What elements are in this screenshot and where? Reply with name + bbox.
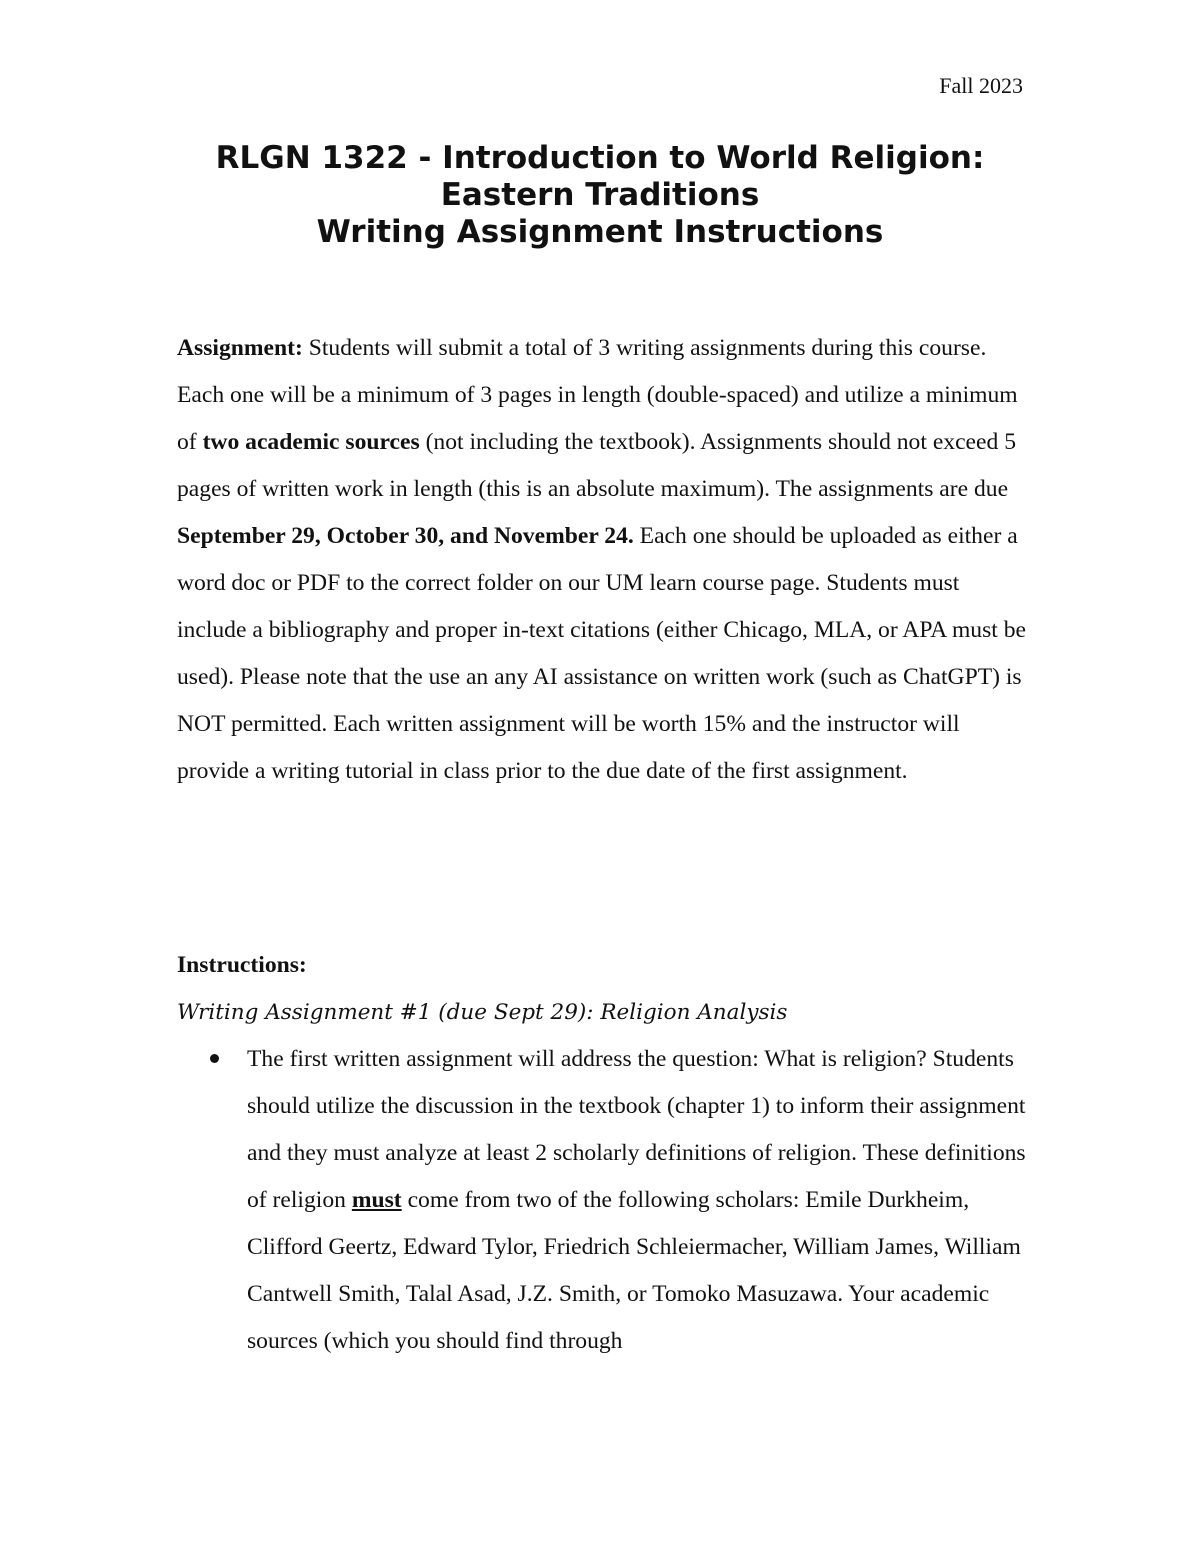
- list-item: [177, 1036, 1037, 1365]
- document-title: [0, 140, 1200, 251]
- bullet-text-1: The first written assignment will address the question: What is religion? Students should utilize the discussion in the textbook (chapter 1) to inform their assignment and they must analyze at least 2 scholarly definitions of religion. These definitions of religion: [247, 1046, 1026, 1213]
- assignment-text-2: (not including the textbook). Assignments should not exceed 5 pages of written work in length (this is an absolute maximum). The assignments are due: [177, 429, 1016, 502]
- assignment-bold-sources: two academic sources: [202, 429, 420, 455]
- assignment-bold-dates: September 29, October 30, and November 24.: [177, 523, 634, 549]
- instructions-bullet-list: [177, 1036, 1037, 1365]
- title-line-2: Eastern Traditions: [440, 177, 760, 213]
- assignment-text-1: Students will submit a total of 3 writing assignments during this course. Each one will be a minimum of 3 pages in length (double-spaced) and utilize a minimum of: [177, 335, 1018, 455]
- bullet-text-2: come from two of the following scholars: Emile Durkheim, Clifford Geertz, Edward Tylor, Friedrich Schleiermacher, William James, William Cantwell Smith, Talal Asad, J.Z. Smith, or Tomoko Masuzawa. Your academic sources (which you should find through: [247, 1187, 1021, 1354]
- bullet-underline-must: must: [351, 1187, 402, 1213]
- assignment-text-3: Each one should be uploaded as either a word doc or PDF to the correct folder on our UM learn course page. Students must include a bibliography and proper in-text citations (either Chicago, MLA, or APA must be used). Please note that the use an any AI assistance on written work (such as ChatGPT) is NOT permitted. Each written assignment will be worth 15% and the instructor will provide a writing tutorial in class prior to the due date of the first assignment.: [177, 523, 1026, 784]
- bullet-icon: [210, 1054, 219, 1063]
- title-line-1: RLGN 1322 - Introduction to World Religion:: [215, 140, 985, 176]
- assignment-1-subheading: Writing Assignment #1 (due Sept 29): Religion Analysis: [177, 1000, 788, 1025]
- instructions-heading: Instructions:: [177, 952, 307, 978]
- term-header: Fall 2023: [939, 73, 1023, 98]
- title-line-3: Writing Assignment Instructions: [316, 214, 884, 250]
- assignment-label: Assignment:: [177, 335, 303, 361]
- assignment-paragraph: [177, 325, 1027, 795]
